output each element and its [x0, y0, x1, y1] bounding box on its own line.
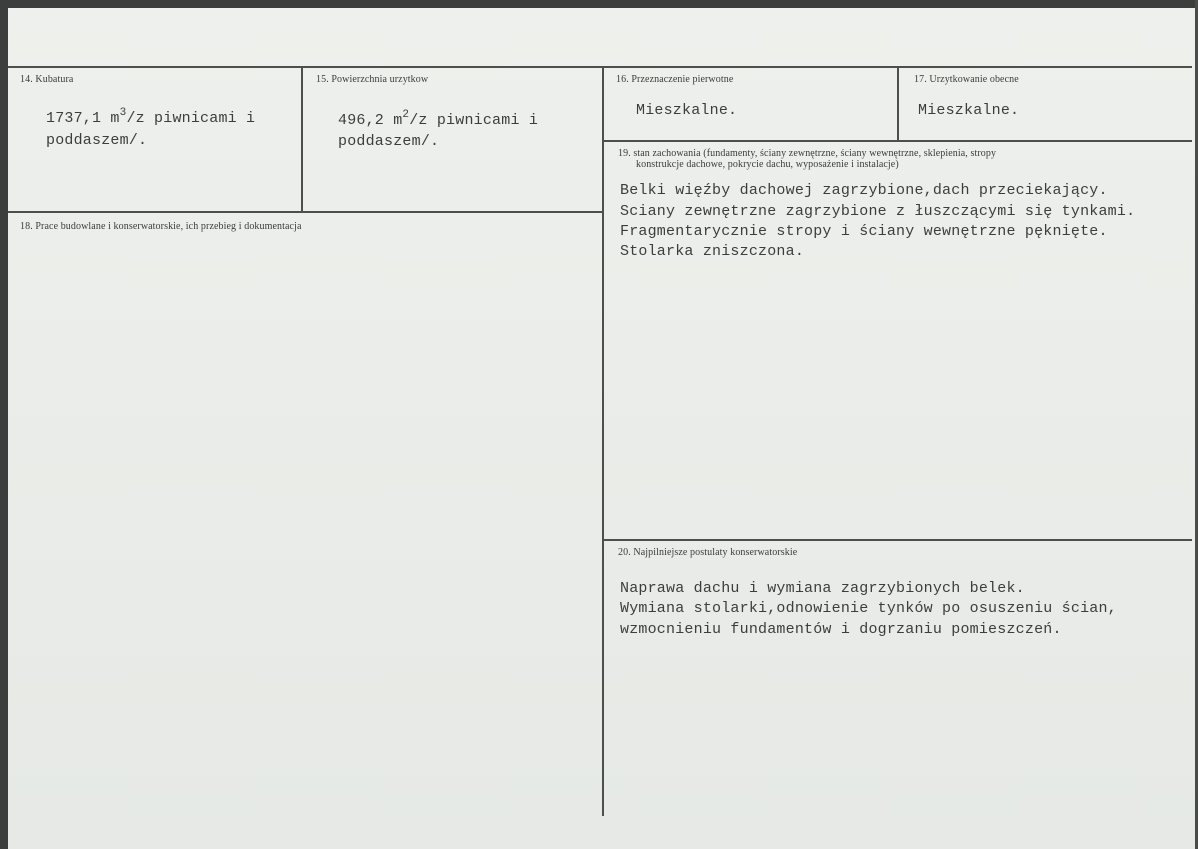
stan-line: Fragmentarycznie stropy i ściany wewnętrzne pęknięte.	[620, 223, 1108, 240]
postulaty-line: Wymiana stolarki,odnowienie tynków po osuszeniu ścian,	[620, 600, 1117, 617]
stan-line: Stolarka zniszczona.	[620, 243, 805, 260]
prace-label: 18. Prace budowlane i konserwatorskie, ich przebieg i dokumentacja	[20, 221, 302, 232]
kubatura-value: 1737,1 $m^3/z$ piwnicami i	[46, 107, 256, 127]
kubatura-label: 14. Kubatura	[20, 74, 74, 85]
powierzchnia-label: 15. Powierzchnia urzytkow	[316, 74, 429, 85]
card-edge-top	[0, 0, 1198, 8]
stan-line: Sciany zewnętrzne zagrzybione z łuszczącymi się tynkami.	[620, 203, 1136, 220]
rule-above-20	[604, 539, 1192, 541]
rule-center-divider	[602, 66, 604, 816]
rule-top-left	[8, 66, 602, 68]
rule-under-14-15	[8, 211, 602, 213]
przeznaczenie-label: 16. Przeznaczenie pierwotne	[616, 74, 734, 85]
stan-line: Belki więźby dachowej zagrzybione,dach przeciekający.	[620, 182, 1108, 199]
uzytkowanie-label: 17. Urzytkowanie obecne	[914, 74, 1019, 85]
przeznaczenie-value: Mieszkalne.	[636, 102, 738, 119]
postulaty-line: wzmocnieniu fundamentów i dogrzaniu pomieszczeń.	[620, 621, 1062, 638]
stan-label-line1: 19. stan zachowania (fundamenty, ściany zewnętrzne, ściany wewnętrzne, sklepienia, stropy	[618, 148, 997, 159]
kubatura-value-line2: poddaszem/.	[46, 132, 148, 149]
powierzchnia-value-line2: poddaszem/.	[338, 133, 440, 150]
card-edge-left	[0, 0, 8, 849]
powierzchnia-value: 496,2 $m^2/z$ piwnicami i	[338, 109, 539, 129]
stan-label-line2: konstrukcje dachowe, pokrycie dachu, wyposażenie i instalacje)	[636, 159, 899, 170]
uzytkowanie-value: Mieszkalne.	[918, 102, 1020, 119]
rule-16-17-divider	[897, 66, 899, 141]
postulaty-label: 20. Najpilniejsze postulaty konserwatorskie	[618, 547, 798, 558]
postulaty-line: Naprawa dachu i wymiana zagrzybionych belek.	[620, 580, 1025, 597]
rule-14-15-divider	[301, 66, 303, 212]
